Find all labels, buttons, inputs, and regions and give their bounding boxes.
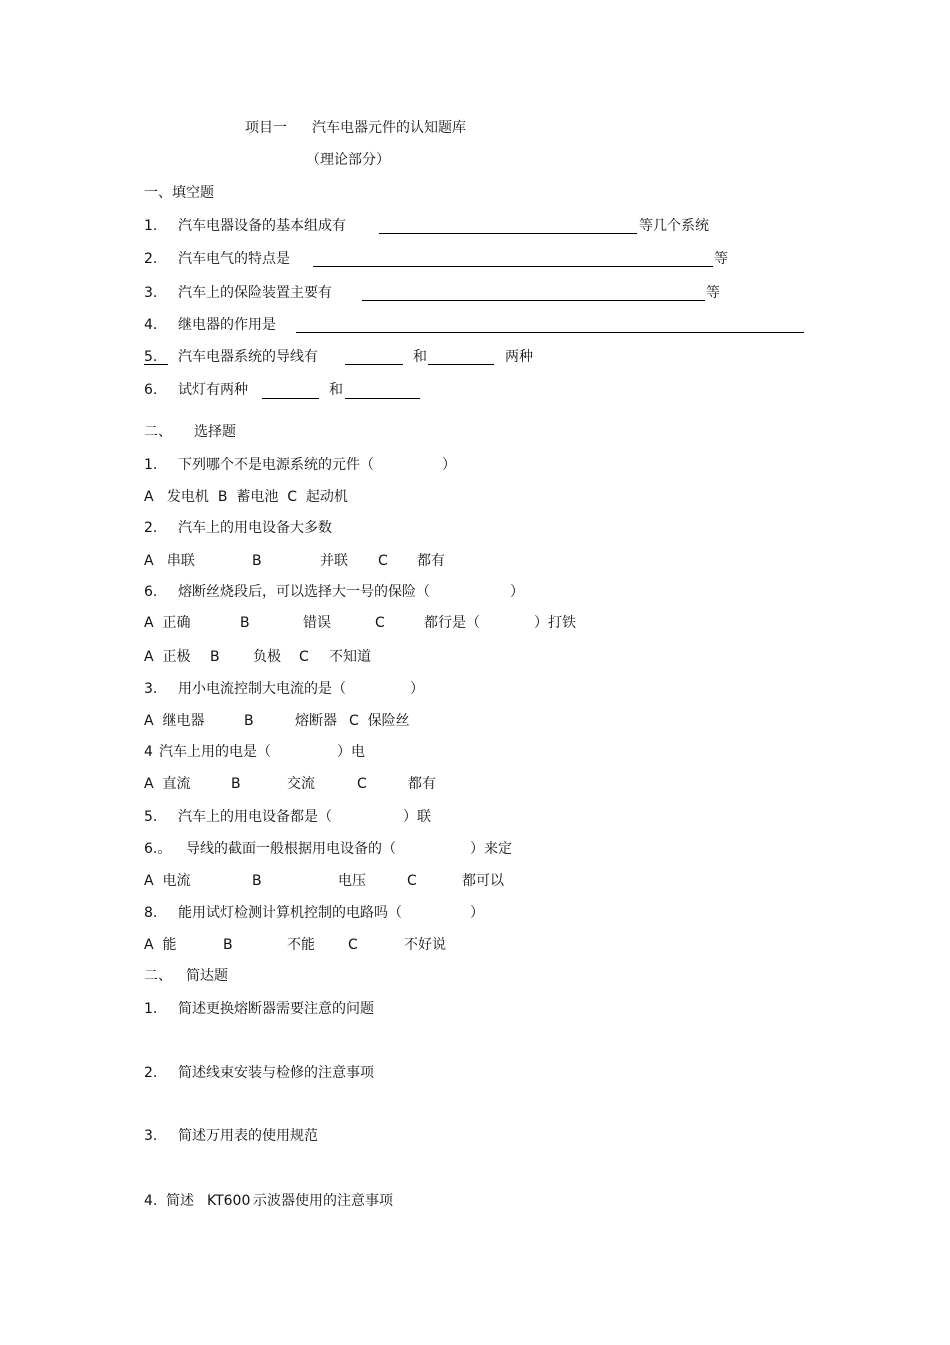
fill-q3-blank[interactable] [362,300,705,301]
section-choice-heading: 选择题 [194,424,236,440]
choice-q2-opt-c-text: 都有 [417,553,445,569]
section-short-heading-num: 二、 [144,968,172,984]
choice-q1-options: A 发电机 B 蓄电池 C 起动机 [144,489,348,505]
choice-q6b-opt-c-text: 不知道 [329,649,371,665]
section-fill-heading: 一、填空题 [144,185,214,201]
choice-q6a-opt-c: C [375,615,385,631]
choice-q6a-num: 6. [144,584,158,600]
choice-q6a-opt-b: B [240,615,250,631]
fill-q3-suffix: 等 [706,285,720,301]
choice-q6c-opt-a: A 电流 [144,873,191,889]
short-q4-num: 4. [144,1193,158,1209]
choice-q2-opt-a: A 串联 [144,553,195,569]
fill-q3-text: 汽车上的保险装置主要有 [178,285,332,301]
choice-q3-opt-c: C 保险丝 [349,713,410,729]
fill-q6-blank-1[interactable] [262,398,319,399]
fill-q5-blank-2[interactable] [428,364,494,365]
choice-q3-opt-b-text: 熔断器 [295,713,337,729]
fill-q1-num: 1. [144,218,158,234]
choice-q8-close: ） [470,905,484,921]
choice-q4-close: ）电 [337,744,365,760]
choice-q6c-num: 6.。 [144,841,172,857]
choice-q6b-opt-c: C [299,649,309,665]
fill-q5-suffix: 两种 [505,349,533,365]
choice-q6b-opt-b: B [210,649,220,665]
fill-q6-blank-2[interactable] [345,398,420,399]
fill-q5-blank-1[interactable] [345,364,403,365]
fill-q5-text: 汽车电器系统的导线有 [178,349,318,365]
choice-q8-opt-b: B [223,937,233,953]
short-q4-text: 简述 [166,1193,194,1209]
short-q2-text: 简述线束安装与检修的注意事项 [178,1065,374,1081]
choice-q8-opt-a: A 能 [144,937,177,953]
choice-q6c-close: ）来定 [470,841,512,857]
choice-q6b-opt-b-text: 负极 [253,649,281,665]
choice-q8-opt-c-text: 不好说 [404,937,446,953]
fill-q4-num: 4. [144,317,158,333]
fill-q2-blank[interactable] [313,266,713,267]
choice-q6c-opt-c-text: 都可以 [462,873,504,889]
choice-q4-opt-b: B [231,776,241,792]
choice-q2-num: 2. [144,520,158,536]
fill-q1-suffix: 等几个系统 [639,218,709,234]
choice-q8-num: 8. [144,905,158,921]
choice-q2-text: 汽车上的用电设备大多数 [178,520,332,536]
choice-q5-close: ）联 [403,809,431,825]
choice-q1-close: ） [442,457,456,473]
fill-q3-num: 3. [144,285,158,301]
choice-q2-opt-b-text: 并联 [320,553,348,569]
choice-q3-opt-b: B [244,713,254,729]
choice-q6c-opt-b: B [252,873,262,889]
choice-q6a-opt-b-text: 错误 [303,615,331,631]
choice-q6a-text: 熔断丝烧段后，可以选择大一号的保险（ [178,584,430,600]
choice-q4-opt-c: C [357,776,367,792]
choice-q4-num: 4 [144,744,153,760]
section-choice-heading-num: 二、 [144,424,172,440]
choice-q6c-opt-c: C [407,873,417,889]
short-q1-num: 1. [144,1001,158,1017]
choice-q3-text: 用小电流控制大电流的是（ [178,681,346,697]
choice-q1-num: 1. [144,457,158,473]
choice-q4-opt-c-text: 都有 [408,776,436,792]
fill-q6-text: 试灯有两种 [178,382,248,398]
choice-q5-num: 5. [144,809,158,825]
short-q3-num: 3. [144,1128,158,1144]
fill-q4-text: 继电器的作用是 [178,317,276,333]
fill-q5-num-underline [144,364,168,365]
choice-q6a-close: ） [510,584,524,600]
fill-q2-suffix: 等 [714,251,728,267]
choice-q6c-opt-b-text: 电压 [338,873,366,889]
choice-q5-text: 汽车上的用电设备都是（ [178,809,332,825]
choice-q6a-opt-c-text: 都行是（ [424,615,480,631]
short-q4-rest: 示波器使用的注意事项 [253,1193,393,1209]
choice-q2-opt-c: C [378,553,388,569]
fill-q6-mid: 和 [329,382,343,398]
choice-q1-text: 下列哪个不是电源系统的元件（ [178,457,374,473]
short-q4-code: KT600 [207,1193,251,1209]
short-q1-text: 简述更换熔断器需要注意的问题 [178,1001,374,1017]
choice-q8-text: 能用试灯检测计算机控制的电路吗（ [178,905,402,921]
fill-q2-text: 汽车电气的特点是 [178,251,290,267]
fill-q5-num: 5. [144,349,158,365]
page-title: 汽车电器元件的认知题库 [312,120,466,136]
title-prefix: 项目一 [245,120,287,136]
fill-q2-num: 2. [144,251,158,267]
section-short-heading: 简达题 [186,968,228,984]
choice-q3-close: ） [410,681,424,697]
choice-q6b-opt-a: A 正极 [144,649,191,665]
fill-q1-blank[interactable] [379,233,637,234]
choice-q6a-opt-a: A 正确 [144,615,191,631]
fill-q5-mid: 和 [413,349,427,365]
fill-q4-blank[interactable] [296,332,804,333]
fill-q1-text: 汽车电器设备的基本组成有 [178,218,346,234]
choice-q8-opt-b-text: 不能 [287,937,315,953]
choice-q6a-opt-c-close: ）打铁 [534,615,576,631]
choice-q3-num: 3. [144,681,158,697]
short-q3-text: 简述万用表的使用规范 [178,1128,318,1144]
choice-q4-opt-a: A 直流 [144,776,191,792]
choice-q4-opt-b-text: 交流 [287,776,315,792]
short-q2-num: 2. [144,1065,158,1081]
fill-q6-num: 6. [144,382,158,398]
choice-q4-text: 汽车上用的电是（ [159,744,271,760]
choice-q2-opt-b: B [252,553,262,569]
choice-q3-opt-a: A 继电器 [144,713,205,729]
choice-q6c-text: 导线的截面一般根据用电设备的（ [186,841,396,857]
page-subtitle: （理论部分） [306,152,390,168]
choice-q8-opt-c: C [348,937,358,953]
